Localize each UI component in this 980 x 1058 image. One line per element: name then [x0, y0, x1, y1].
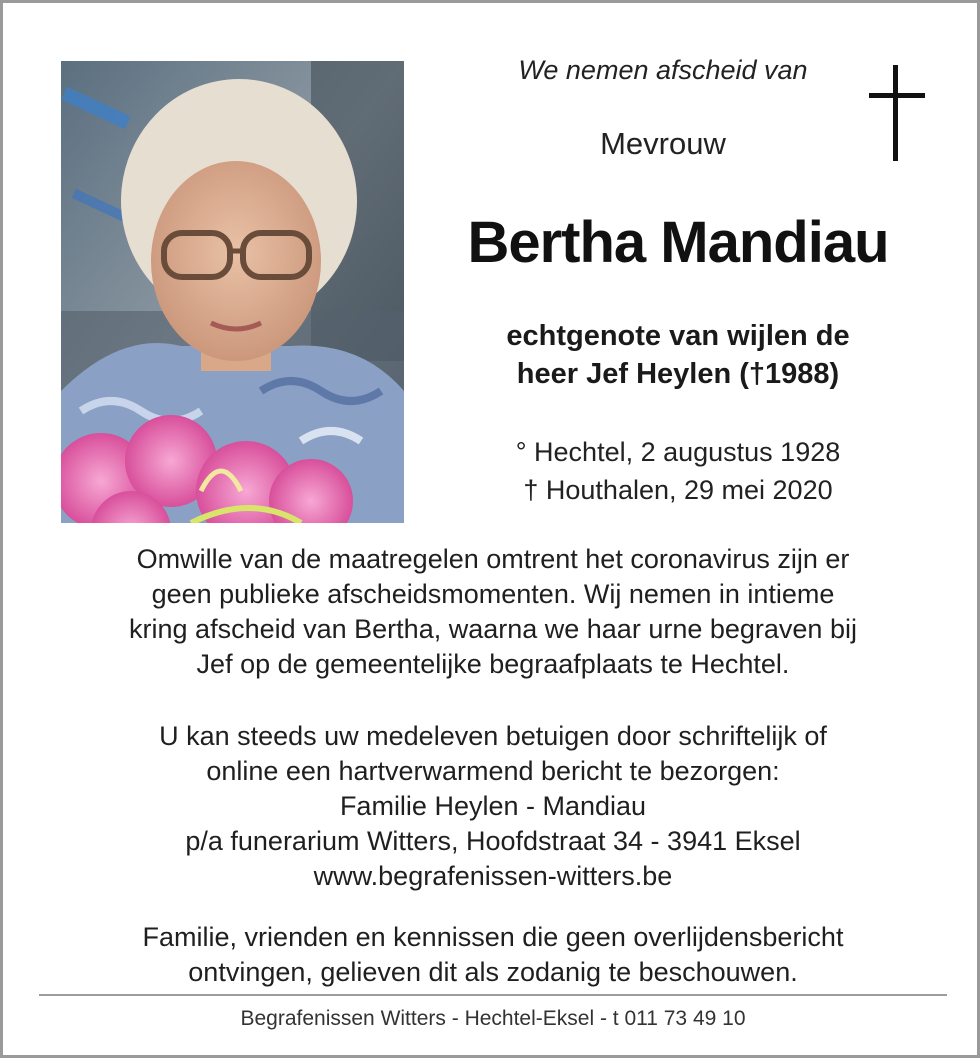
corona-paragraph [43, 542, 943, 682]
divider [39, 994, 947, 996]
address-line: p/a funerarium Witters, Hoofdstraat 34 - 3941 Eksel [185, 826, 801, 856]
spouse-line: echtgenote van wijlen de [506, 320, 850, 352]
condolence-paragraph [43, 719, 943, 894]
notice-paragraph [43, 920, 943, 990]
paragraph-line: ontvingen, gelieven dit als zodanig te beschouwen. [188, 957, 798, 987]
honorific-title: Mevrouw [600, 126, 726, 161]
paragraph-line: kring afscheid van Bertha, waarna we haar urne begraven bij [129, 614, 857, 644]
website-link[interactable]: www.begrafenissen-witters.be [313, 861, 673, 891]
paragraph-line: Omwille van de maatregelen omtrent het coronavirus zijn er [136, 544, 850, 574]
birth-date: ° Hechtel, 2 augustus 1928 [515, 437, 841, 467]
spouse-line: heer Jef Heylen (†1988) [516, 358, 840, 390]
portrait-photo [61, 61, 404, 523]
paragraph-line: Jef op de gemeentelijke begraafplaats te Hechtel. [196, 649, 790, 679]
intro-text: We nemen afscheid van [518, 55, 808, 85]
paragraph-line: geen publieke afscheidsmomenten. Wij nemen in intieme [151, 579, 835, 609]
paragraph-line: Familie, vrienden en kennissen die geen overlijdensbericht [142, 922, 844, 952]
family-name-line: Familie Heylen - Mandiau [339, 791, 647, 821]
footer-text: Begrafenissen Witters - Hechtel-Eksel - t 011 73 49 10 [240, 1007, 746, 1030]
cross-icon [869, 65, 925, 161]
life-dates [433, 433, 923, 509]
death-date: † Houthalen, 29 mei 2020 [523, 475, 833, 505]
paragraph-line: online een hartverwarmend bericht te bezorgen: [206, 756, 780, 786]
spouse-info [433, 317, 923, 393]
paragraph-line: U kan steeds uw medeleven betuigen door schriftelijk of [159, 721, 827, 751]
deceased-name: Bertha Mandiau [467, 210, 889, 275]
